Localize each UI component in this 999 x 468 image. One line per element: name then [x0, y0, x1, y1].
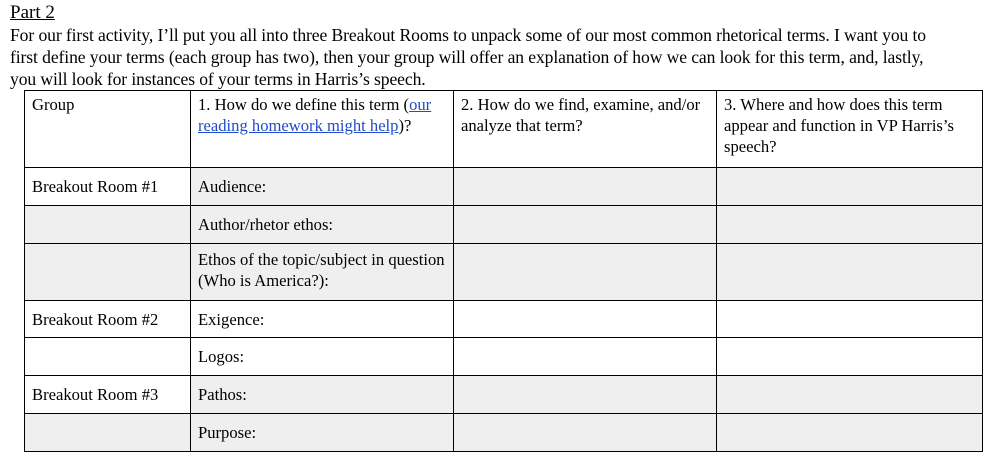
find-cell[interactable]: [454, 168, 717, 206]
instructions-line-1: For our first activity, I’ll put you all into three Breakout Rooms to unpack some of our most common rhetorical terms. I want you to: [10, 25, 926, 45]
instructions-line-2: first define your terms (each group has two), then your group will offer an explanation of how we can look for this term, and, lastly,: [10, 47, 924, 67]
header-define-term-suffix: )?: [398, 116, 412, 135]
term-cell[interactable]: Purpose:: [191, 413, 454, 451]
speech-cell[interactable]: [717, 413, 983, 451]
table-row: [25, 376, 983, 414]
instructions-line-3: you will look for instances of your terms in Harris’s speech.: [10, 69, 426, 89]
table-row: [25, 205, 983, 243]
speech-cell[interactable]: [717, 376, 983, 414]
instructions-paragraph: [10, 24, 990, 90]
group-cell: [25, 205, 191, 243]
find-cell[interactable]: [454, 300, 717, 338]
find-cell[interactable]: [454, 205, 717, 243]
header-group: Group: [25, 91, 191, 168]
term-cell[interactable]: Ethos of the topic/subject in question (Who is America?):: [191, 243, 454, 300]
table-row: [25, 168, 983, 206]
find-cell[interactable]: [454, 243, 717, 300]
find-cell[interactable]: [454, 413, 717, 451]
speech-cell[interactable]: [717, 338, 983, 376]
find-cell[interactable]: [454, 376, 717, 414]
group-cell: Breakout Room #3: [25, 376, 191, 414]
header-find-term: 2. How do we find, examine, and/or analyze that term?: [454, 91, 717, 168]
table-row: [25, 413, 983, 451]
group-cell: Breakout Room #2: [25, 300, 191, 338]
table-row: [25, 338, 983, 376]
term-cell[interactable]: Pathos:: [191, 376, 454, 414]
group-cell: Breakout Room #1: [25, 168, 191, 206]
speech-cell[interactable]: [717, 205, 983, 243]
header-define-term: [191, 91, 454, 168]
table-header-row: [25, 91, 983, 168]
term-cell[interactable]: Author/rhetor ethos:: [191, 205, 454, 243]
speech-cell[interactable]: [717, 300, 983, 338]
speech-cell[interactable]: [717, 168, 983, 206]
table-row: [25, 243, 983, 300]
term-cell[interactable]: Logos:: [191, 338, 454, 376]
reading-homework-link[interactable]: our reading homework might help: [198, 95, 432, 135]
term-cell[interactable]: Exigence:: [191, 300, 454, 338]
header-define-term-text: 1. How do we define this term (: [198, 95, 410, 114]
breakout-rooms-table: [24, 90, 983, 452]
group-cell: [25, 243, 191, 300]
table-row: [25, 300, 983, 338]
group-cell: [25, 413, 191, 451]
find-cell[interactable]: [454, 338, 717, 376]
section-heading: Part 2: [10, 2, 55, 23]
speech-cell[interactable]: [717, 243, 983, 300]
group-cell: [25, 338, 191, 376]
header-term-in-speech: 3. Where and how does this term appear and function in VP Harris’s speech?: [717, 91, 983, 168]
term-cell[interactable]: Audience:: [191, 168, 454, 206]
